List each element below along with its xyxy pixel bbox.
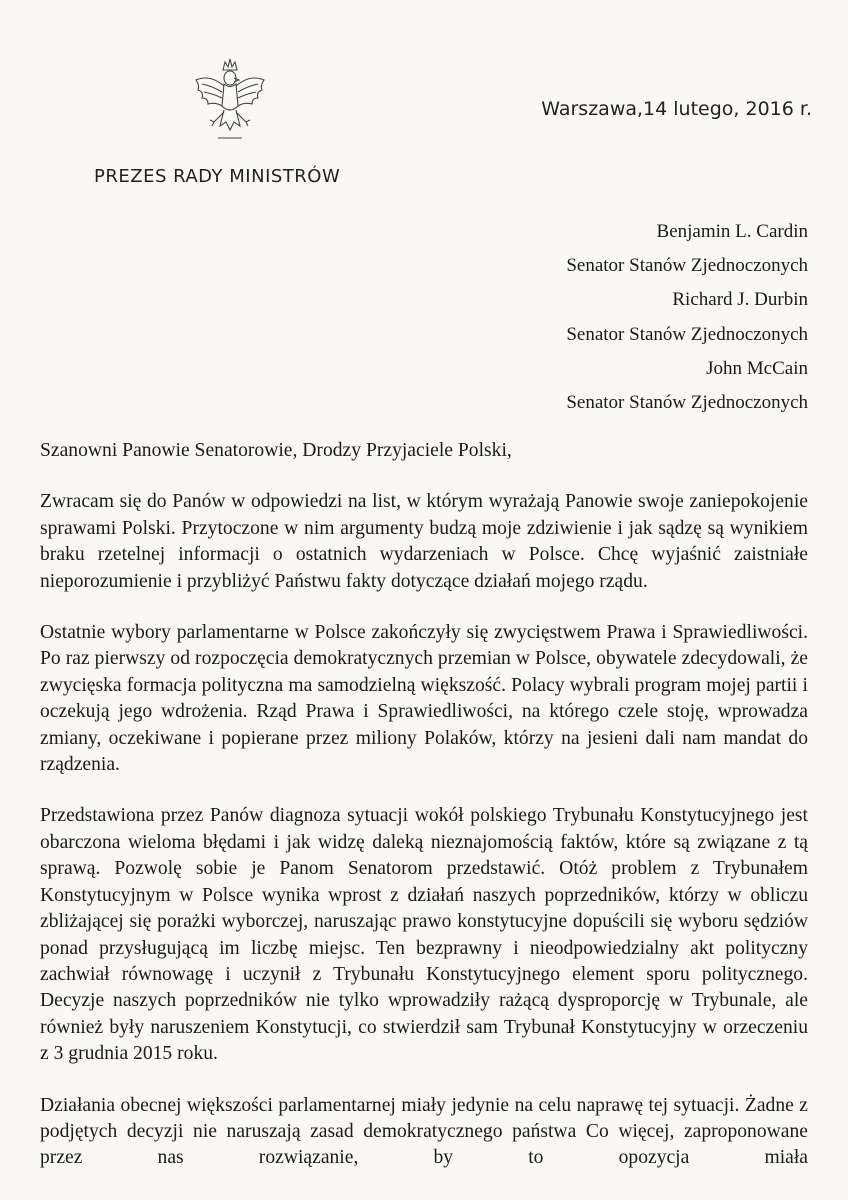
letter-body [40, 438, 808, 1172]
office-title: PREZES RADY MINISTRÓW [94, 166, 341, 187]
recipient-line: Benjamin L. Cardin [656, 221, 808, 242]
recipient-line: Senator Stanów Zjednoczonych [566, 323, 808, 345]
recipient-line: Senator Stanów Zjednoczonych [566, 255, 808, 277]
polish-eagle-emblem-icon [190, 56, 270, 146]
paragraph: Działania obecnej większości parlamentarnej miały jedynie na celu naprawę tej sytuacji. Żadne z podjętych decyzji nie naruszają zasad demokratycznego państwa Co więcej, zaproponowane przez nas rozwiązanie, by to opozycja miała [40, 1094, 808, 1169]
recipient-line: Senator Stanów Zjednoczonych [566, 391, 808, 413]
paragraph: Przedstawiona przez Panów diagnoza sytuacji wokół polskiego Trybunału Konstytucyjnego jest obarczona wieloma błędami i jak widzę daleką nieznajomością faktów, które są związane z tą sprawą. Pozwolę sobie je Panom Senatorom przedstawić. Otóż problem z Trybunałem Konstytucyjnym w Polsce wynika wprost z działań naszych poprzedników, którzy w obliczu zbliżającej się porażki wyborczej, naruszając prawo konstytucyjne dopuścili się wyboru sędziów ponad przysługującą im liczbę miejsc. Ten bezprawny i nieodpowiedzialny akt polityczny zachwiał równowagę i uczynił z Trybunału Konstytucyjnego element sporu politycznego. Decyzje naszych poprzedników nie tylko wprowadziły rażącą dysproporcję w Trybunale, ale również były naruszeniem Konstytucji, co stwierdził sam Trybunał Konstytucyjny w orzeczeniu z 3 grudnia 2015 roku. [40, 805, 808, 1065]
recipients-block [408, 220, 808, 425]
recipient-line: Richard J. Durbin [672, 289, 808, 311]
letter-date: Warszawa,14 lutego, 2016 r. [541, 98, 812, 120]
paragraph: Ostatnie wybory parlamentarne w Polsce zakończyły się zwycięstwem Prawa i Sprawiedliwości. Po raz pierwszy od rozpoczęcia demokratycznych przemian w Polsce, obywatele zdecydowali, że zwycięska formacja polityczna ma samodzielną większość. Polacy wybrali program mojej partii i oczekują jego wdrożenia. Rząd Prawa i Sprawiedliwości, na którego czele stoję, wprowadza zmiany, oczekiwane i popierane przez miliony Polaków, którzy na jesieni dali nam mandat do rządzenia. [40, 622, 808, 776]
salutation: Szanowni Panowie Senatorowie, Drodzy Przyjaciele Polski, [40, 440, 512, 461]
recipient-line: John McCain [706, 357, 808, 379]
paragraph: Zwracam się do Panów w odpowiedzi na list, w którym wyrażają Panowie swoje zaniepokojenie sprawami Polski. Przytoczone w nim argumenty budzą moje zdziwienie i jak sądzę są wynikiem braku rzetelnej informacji o ostatnich wydarzeniach w Polsce. Chcę wyjaśnić zaistniałe nieporozumienie i przybliżyć Państwu fakty dotyczące działań mojego rządu. [40, 491, 808, 592]
